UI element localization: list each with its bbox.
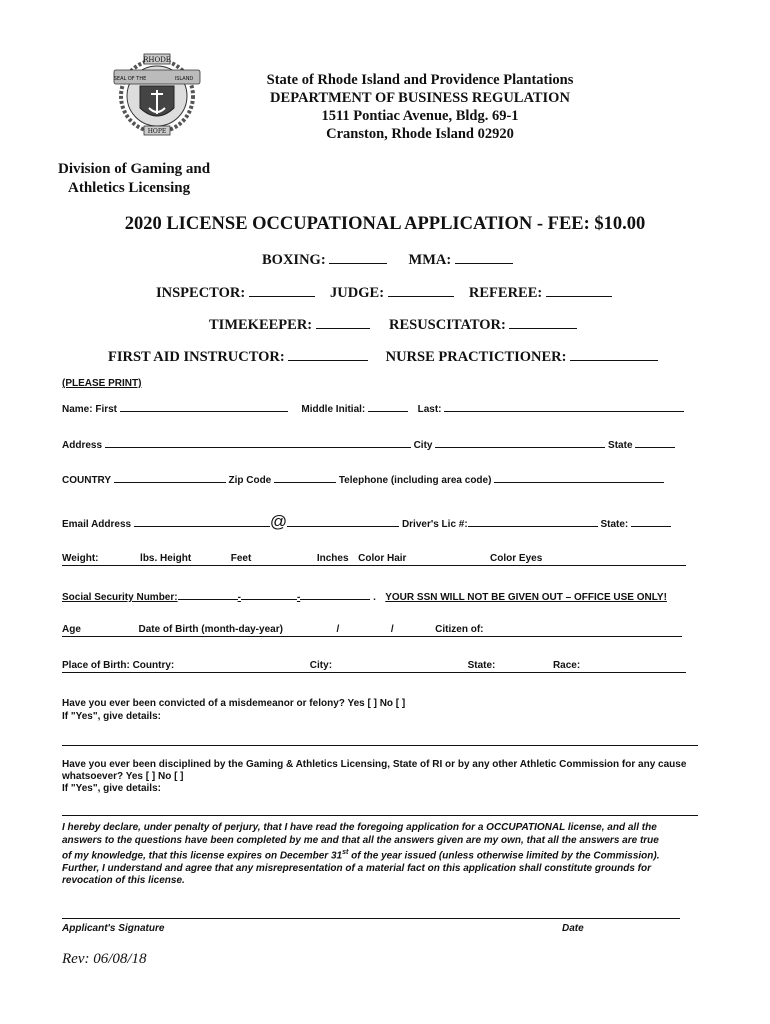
telephone-field[interactable] <box>494 472 664 483</box>
lic-state-field[interactable] <box>631 516 671 527</box>
dob-slash-2: / <box>390 624 394 635</box>
email-label: Email Address <box>62 519 132 530</box>
convicted-question: Have you ever been convicted of a misdemeanor or felony? Yes [ ] No [ ] <box>62 698 406 709</box>
state-field[interactable] <box>635 437 675 448</box>
nurse-label: NURSE PRACTICTIONER: <box>385 349 567 365</box>
email-user-field[interactable] <box>134 516 270 527</box>
inches-label: Inches <box>316 553 349 564</box>
ssn-label: Social Security Number: <box>62 592 178 603</box>
declaration-ordinal: st <box>342 849 349 856</box>
disciplined-question-2: whatsoever? Yes [ ] No [ ] <box>62 771 184 782</box>
header-line-1: State of Rhode Island and Providence Plantations <box>266 72 574 88</box>
judge-field[interactable] <box>388 286 454 297</box>
referee-label: REFEREE: <box>468 285 543 301</box>
state-seal <box>112 52 202 138</box>
city-field[interactable] <box>435 437 605 448</box>
birth-state-label: State: <box>467 660 496 671</box>
date-label: Date <box>562 923 584 934</box>
resuscitator-field[interactable] <box>509 318 577 329</box>
header-line-2: DEPARTMENT OF BUSINESS REGULATION <box>270 90 570 106</box>
ssn-part-1[interactable] <box>178 589 238 600</box>
page-title: 2020 LICENSE OCCUPATIONAL APPLICATION - FEE: $10.00 <box>124 214 646 234</box>
declaration-line-1: I hereby declare, under penalty of perjury, that I have read the foregoing application for a OCCUPATIONAL license, and all the <box>62 822 657 833</box>
inspector-field[interactable] <box>249 286 315 297</box>
header-line-3: 1511 Pontiac Avenue, Bldg. 69-1 <box>321 108 519 124</box>
mma-label: MMA: <box>408 252 452 268</box>
disciplined-question-1: Have you ever been disciplined by the Gaming & Athletics Licensing, State of RI or by any other Athletic Commission for any cause <box>62 759 687 770</box>
last-name-field[interactable] <box>444 401 684 412</box>
drivers-lic-field[interactable] <box>468 516 598 527</box>
seal-text-top: RHODE <box>143 56 171 64</box>
address-label: Address <box>62 440 103 451</box>
ssn-part-2[interactable] <box>241 589 297 600</box>
seal-text-right: ISLAND <box>174 76 194 82</box>
dob-slash-1: / <box>336 624 340 635</box>
birth-city-label: City: <box>309 660 333 671</box>
declaration-line-2: answers to the questions have been completed by me and that all the answers given are my own, that all the answers are true <box>62 834 659 846</box>
nurse-field[interactable] <box>570 350 658 361</box>
email-domain-field[interactable] <box>287 516 399 527</box>
referee-field[interactable] <box>546 286 612 297</box>
city-label: City <box>413 440 433 451</box>
convicted-details-label: If "Yes", give details: <box>62 711 161 722</box>
mma-field[interactable] <box>455 253 513 264</box>
disciplined-details-line[interactable] <box>62 815 698 816</box>
header-line-4: Cranston, Rhode Island 02920 <box>326 126 514 142</box>
ssn-part-3[interactable] <box>300 589 370 600</box>
seal-text-bottom: HOPE <box>147 128 167 135</box>
convicted-details-line[interactable] <box>62 745 698 746</box>
boxing-label: BOXING: <box>262 252 326 268</box>
ssn-dash-1: - <box>237 592 241 603</box>
color-eyes-label: Color Eyes <box>490 553 543 564</box>
country-label: COUNTRY <box>62 475 111 486</box>
zip-label: Zip Code <box>228 475 272 486</box>
boxing-field[interactable] <box>329 253 387 264</box>
division-line-1: Division of Gaming and <box>58 161 211 177</box>
color-hair-label: Color Hair <box>358 553 407 564</box>
revision-date: Rev: 06/08/18 <box>62 951 147 967</box>
signature-label: Applicant's Signature <box>62 923 165 934</box>
please-print-note: (PLEASE PRINT) <box>62 378 142 389</box>
division-label <box>58 160 210 198</box>
declaration-line-4: Further, I understand and agree that any misrepresentation of a material fact on this application shall constitute grounds for <box>62 862 651 874</box>
dob-label: Date of Birth (month-day-year) <box>138 624 283 635</box>
resuscitator-label: RESUSCITATOR: <box>389 317 506 333</box>
ssn-dash-2: - <box>296 592 301 603</box>
lbs-height-label: lbs. Height <box>140 553 192 564</box>
lic-state-label: State: <box>600 519 629 530</box>
timekeeper-field[interactable] <box>316 318 370 329</box>
ssn-period: . <box>373 592 376 603</box>
age-label: Age <box>62 624 81 635</box>
weight-label: Weight: <box>62 553 99 564</box>
timekeeper-label: TIMEKEEPER: <box>209 317 313 333</box>
declaration-line-3b: of the year issued (unless otherwise limited by the Commission). <box>348 850 660 862</box>
ssn-note: YOUR SSN WILL NOT BE GIVEN OUT – OFFICE USE ONLY! <box>385 592 667 603</box>
header-block <box>220 71 620 143</box>
at-symbol: @ <box>269 512 288 531</box>
middle-initial-label: Middle Initial: <box>301 404 366 415</box>
last-name-label: Last: <box>417 404 442 415</box>
first-name-field[interactable] <box>120 401 288 412</box>
judge-label: JUDGE: <box>330 285 385 301</box>
state-label: State <box>608 440 633 451</box>
address-field[interactable] <box>105 437 411 448</box>
first-aid-label: FIRST AID INSTRUCTOR: <box>108 349 285 365</box>
drivers-lic-label: Driver's Lic #: <box>401 519 468 530</box>
signature-line[interactable] <box>62 918 680 919</box>
declaration-line-3a: of my knowledge, that this license expires on December 31 <box>62 850 343 862</box>
seal-text-left: SEAL OF THE <box>113 76 147 82</box>
disciplined-details-label: If "Yes", give details: <box>62 783 161 794</box>
birth-country-label: Place of Birth: Country: <box>62 660 175 671</box>
declaration <box>62 822 660 888</box>
first-aid-field[interactable] <box>288 350 368 361</box>
telephone-label: Telephone (including area code) <box>338 475 492 486</box>
inspector-label: INSPECTOR: <box>156 285 246 301</box>
country-field[interactable] <box>114 472 226 483</box>
zip-field[interactable] <box>274 472 336 483</box>
middle-initial-field[interactable] <box>368 401 408 412</box>
declaration-line-3 <box>62 847 660 863</box>
division-line-2: Athletics Licensing <box>68 180 191 196</box>
race-label: Race: <box>552 660 581 671</box>
feet-label: Feet <box>230 553 252 564</box>
citizen-label: Citizen of: <box>435 624 484 635</box>
declaration-line-5: revocation of this license. <box>62 875 185 887</box>
first-name-label: Name: First <box>62 404 118 415</box>
